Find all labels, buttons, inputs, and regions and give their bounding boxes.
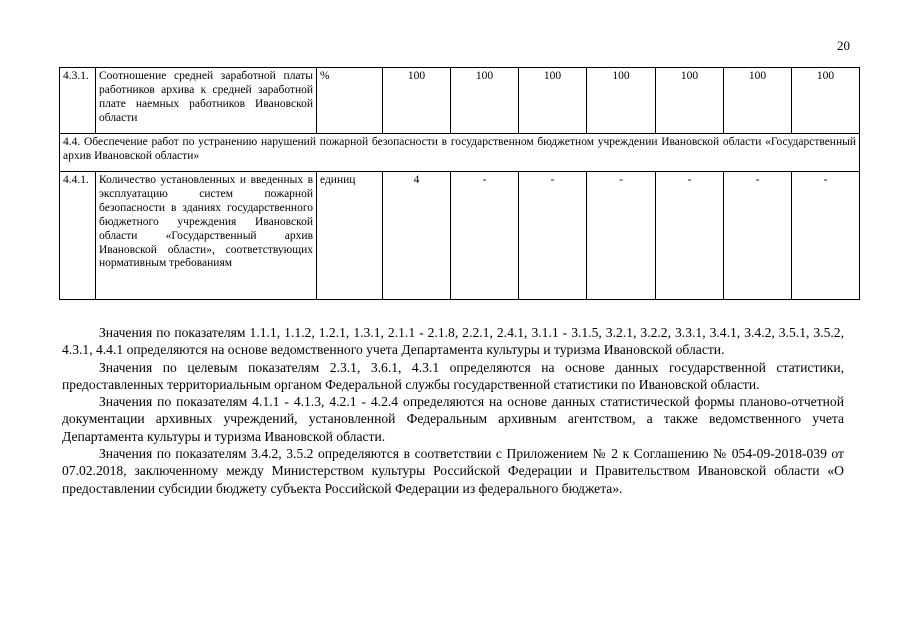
value-cell: - <box>792 172 860 300</box>
value-cell: 100 <box>587 68 656 134</box>
value-cell: - <box>451 172 519 300</box>
section-heading: 4.4. Обеспечение работ по устранению нарушений пожарной безопасности в государственном бюджетном учреждении Ивановской области «Государственный архив Ивановской области» <box>60 134 860 172</box>
indicator-number: 4.3.1. <box>60 68 96 134</box>
value-cell: 100 <box>519 68 587 134</box>
value-cell: 100 <box>724 68 792 134</box>
value-cell: 100 <box>656 68 724 134</box>
notes-section <box>62 324 844 497</box>
value-cell: - <box>587 172 656 300</box>
value-cell: 100 <box>383 68 451 134</box>
section-row <box>60 134 860 172</box>
table-row <box>60 68 860 134</box>
note-paragraph: Значения по целевым показателям 2.3.1, 3.6.1, 4.3.1 определяются на основе данных государственной статистики, предоставленных территориальным органом Федеральной службы государственной статистики по Ивановской области. <box>62 359 844 392</box>
page-number: 20 <box>837 38 850 53</box>
table-row <box>60 172 860 300</box>
indicators-table <box>59 67 860 300</box>
value-cell: - <box>724 172 792 300</box>
indicator-name: Количество установленных и введенных в эксплуатацию систем пожарной безопасности в зданиях государственного бюджетного учреждения Ивановской области «Государственный архив Ивановской области», соответствующих нормативным требованиям <box>96 172 317 300</box>
value-cell: 4 <box>383 172 451 300</box>
value-cell: 100 <box>451 68 519 134</box>
indicator-number: 4.4.1. <box>60 172 96 300</box>
indicator-unit: единиц <box>317 172 383 300</box>
note-paragraph: Значения по показателям 1.1.1, 1.1.2, 1.2.1, 1.3.1, 2.1.1 - 2.1.8, 2.2.1, 2.4.1, 3.1.1 - 3.1.5, 3.2.1, 3.2.2, 3.3.1, 3.4.1, 3.4.2, 3.5.1, 3.5.2, 4.3.1, 4.4.1 определяются на основе ведомственного учета Департамента культуры и туризма Ивановской области. <box>62 325 844 358</box>
note-paragraph: Значения по показателям 3.4.2, 3.5.2 определяются в соответствии с Приложением № 2 к Соглашению № 054-09-2018-039 от 07.02.2018, заключенному между Министерством культуры Российской Федерации и Правительством Ивановской области «О предоставлении субсидии бюджету субъекта Российской Федерации из федерального бюджета». <box>62 446 844 496</box>
indicator-name: Соотношение средней заработной платы работников архива к средней заработной плате наемных работников Ивановской области <box>96 68 317 134</box>
indicator-unit: % <box>317 68 383 134</box>
value-cell: 100 <box>792 68 860 134</box>
note-paragraph: Значения по показателям 4.1.1 - 4.1.3, 4.2.1 - 4.2.4 определяются на основе данных статистической формы планово-отчетной документации архивных учреждений, установленной Федеральным архивным агентством, а также ведомственного учета Департамента культуры и туризма Ивановской области. <box>62 394 844 444</box>
value-cell: - <box>519 172 587 300</box>
value-cell: - <box>656 172 724 300</box>
